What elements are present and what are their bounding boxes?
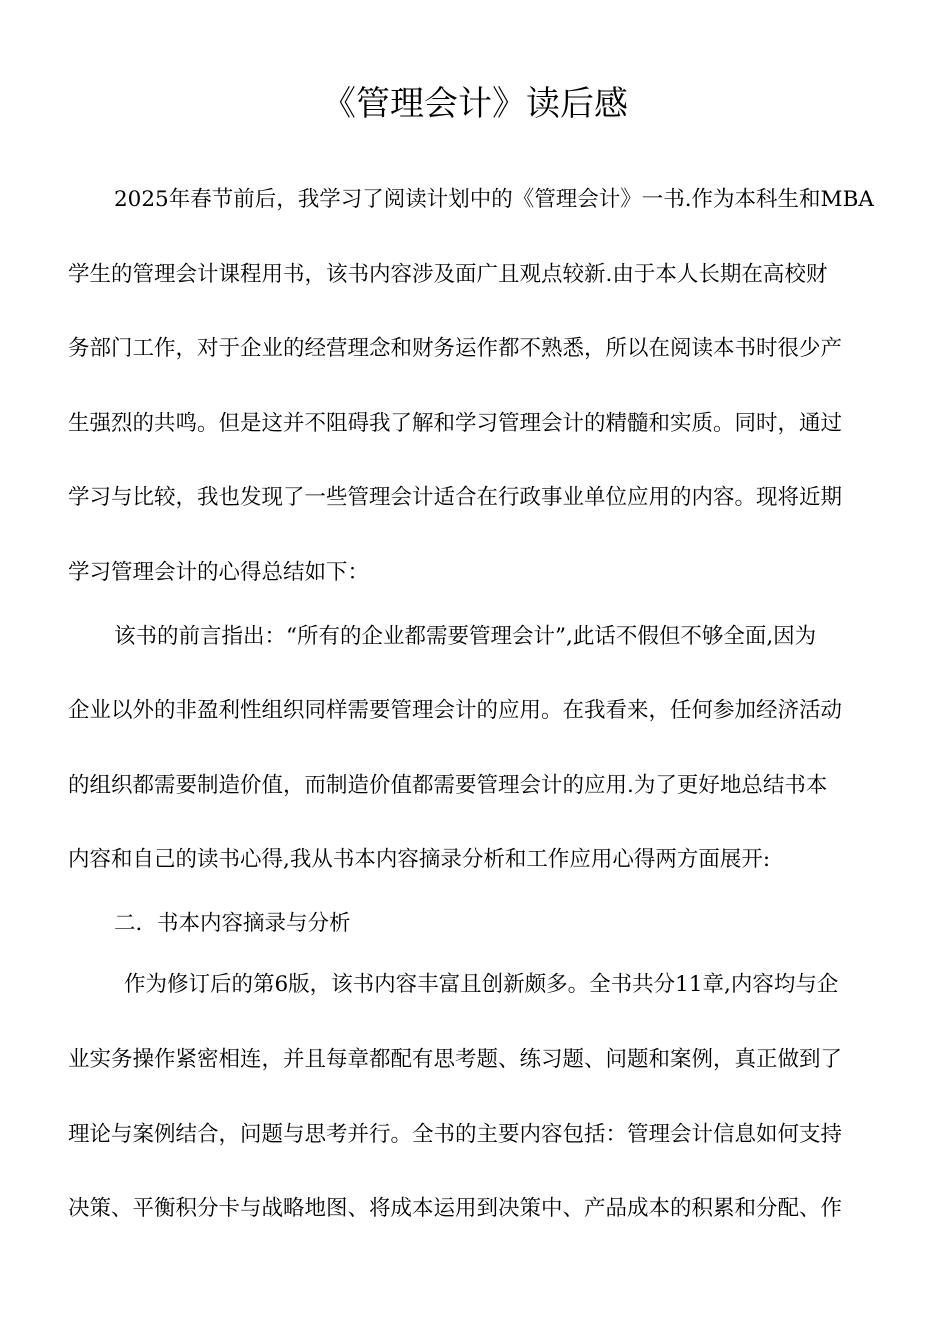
paragraph-line: 理论与案例结合，问题与思考并行。全书的主要内容包括：管理会计信息如何支持 (68, 1122, 843, 1147)
paragraph-line: 的组织都需要制造价值，而制造价值都需要管理会计的应用.为了更好地总结书本 (68, 773, 828, 798)
paragraph-line: 作为修订后的第6版，该书内容丰富且创新颇多。全书共分11章,内容均与企 (124, 972, 839, 997)
paragraph-line: 学生的管理会计课程用书，该书内容涉及面广且观点较新.由于本人长期在高校财 (68, 262, 828, 287)
paragraph-line: 业实务操作紧密相连，并且每章都配有思考题、练习题、问题和案例，真正做到了 (68, 1047, 843, 1072)
paragraph-line: 学习与比较，我也发现了一些管理会计适合在行政事业单位应用的内容。现将近期 (68, 485, 843, 510)
paragraph-line: 生强烈的共鸣。但是这并不阻碍我了解和学习管理会计的精髓和实质。同时，通过 (68, 411, 843, 436)
section-heading: 二．书本内容摘录与分析 (114, 911, 351, 936)
paragraph-line: 该书的前言指出：“所有的企业都需要管理会计”,此话不假但不够全面,因为 (114, 624, 817, 649)
document-title: 《管理会计》读后感 (322, 84, 628, 124)
paragraph-line: 企业以外的非盈利性组织同样需要管理会计的应用。在我看来，任何参加经济活动 (68, 698, 843, 723)
paragraph-line: 2025年春节前后，我学习了阅读计划中的《管理会计》一书.作为本科生和MBA (114, 187, 874, 212)
paragraph-line: 学习管理会计的心得总结如下： (68, 560, 370, 585)
paragraph-line: 内容和自己的读书心得,我从书本内容摘录分析和工作应用心得两方面展开: (68, 847, 771, 872)
paragraph-line: 决策、平衡积分卡与战略地图、将成本运用到决策中、产品成本的积累和分配、作 (68, 1196, 843, 1221)
paragraph-line: 务部门工作，对于企业的经营理念和财务运作都不熟悉，所以在阅读本书时很少产 (68, 336, 843, 361)
